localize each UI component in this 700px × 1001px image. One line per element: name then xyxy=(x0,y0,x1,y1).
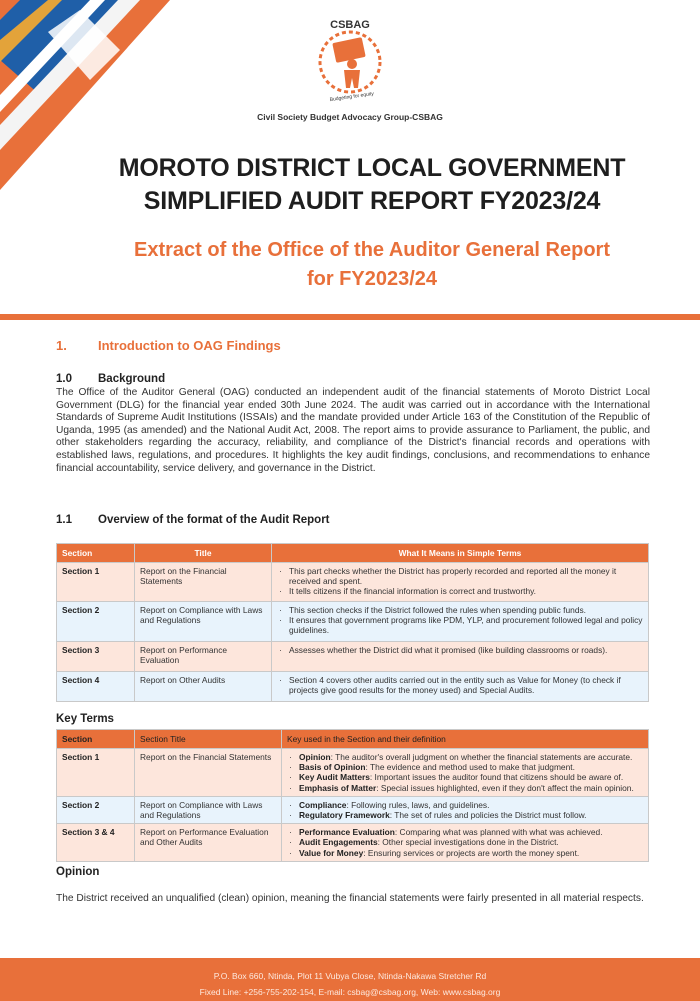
opinion-paragraph: The District received an unqualified (clean) opinion, meaning the financial statements were fairly presented in all material respects. xyxy=(56,893,644,904)
opinion-heading: Opinion xyxy=(56,866,100,878)
term: Basis of Opinion xyxy=(299,762,366,773)
list-item: · It ensures that government programs like PDM, YLP, and procurement followed legal and policy guidelines. xyxy=(277,615,643,635)
column-header: Section xyxy=(57,730,135,749)
row-terms xyxy=(282,824,649,862)
format-table xyxy=(56,543,649,702)
subtitle-line-2: for FY2023/24 xyxy=(306,268,438,290)
row-title: Report on the Financial Statements xyxy=(135,749,282,797)
term: Key Audit Matters xyxy=(299,772,370,783)
report-title xyxy=(0,152,700,218)
column-header: Title xyxy=(135,544,272,563)
list-item: · Assesses whether the District did what it promised (like building classrooms or roads). xyxy=(277,645,643,655)
row-points xyxy=(272,563,649,602)
term-definition: : The evidence and method used to make that judgment. xyxy=(365,762,575,773)
section-number: 1. xyxy=(56,338,67,353)
background-heading xyxy=(56,373,165,385)
list-item xyxy=(287,837,643,847)
term: Performance Evaluation xyxy=(299,827,395,838)
term-definition: : Special issues highlighted, even if they don't affect the main opinion. xyxy=(376,782,634,793)
row-points xyxy=(272,642,649,672)
term-definition: : The set of rules and policies the District must follow. xyxy=(389,810,587,821)
table-row xyxy=(57,602,649,642)
list-item xyxy=(287,800,643,810)
column-header: Key used in the Section and their definition xyxy=(282,730,649,749)
term: Opinion xyxy=(299,752,331,762)
divider-rule xyxy=(0,314,700,320)
key-terms-heading: Key Terms xyxy=(56,713,114,725)
format-title: Overview of the format of the Audit Report xyxy=(98,514,330,526)
subtitle-line-1: Extract of the Office of the Auditor General Report xyxy=(134,239,610,261)
list-item: · This section checks if the District followed the rules when spending public funds. xyxy=(277,605,643,615)
row-terms xyxy=(282,749,649,797)
term-definition: : Comparing what was planned with what was achieved. xyxy=(394,827,603,838)
row-title: Report on Compliance with Laws and Regulations xyxy=(135,796,282,823)
row-title: Report on Compliance with Laws and Regulations xyxy=(135,602,272,642)
term: Emphasis of Matter xyxy=(299,782,377,793)
row-section: Section 2 xyxy=(57,796,135,823)
format-table-header xyxy=(57,544,649,563)
table-row xyxy=(57,642,649,672)
footer-address: P.O. Box 660, Ntinda, Plot 11 Vubya Close, Ntinda-Nakawa Stretcher Rd xyxy=(213,971,487,981)
footer xyxy=(0,958,700,1001)
title-line-1: MOROTO DISTRICT LOCAL GOVERNMENT xyxy=(118,154,626,182)
table-row xyxy=(57,796,649,823)
row-title: Report on Performance Evaluation and Other Audits xyxy=(135,824,282,862)
term: Compliance xyxy=(299,799,347,810)
list-item: · This part checks whether the District has properly recorded and reported all the money it received and spent. xyxy=(277,566,643,586)
row-title: Report on Other Audits xyxy=(135,672,272,702)
row-title: Report on the Financial Statements xyxy=(135,563,272,602)
format-heading xyxy=(56,514,330,526)
background-number: 1.0 xyxy=(56,373,72,385)
list-item: · Section 4 covers other audits carried out in the entity such as Value for Money (to check if projects give good results for the money used) and Special Audits. xyxy=(277,675,643,695)
list-item xyxy=(287,848,643,858)
term-definition: : The auditor's overall judgment on whether the financial statements are accurate. xyxy=(330,752,633,762)
table-row xyxy=(57,749,649,797)
key-terms-table-header xyxy=(57,730,649,749)
table-row xyxy=(57,672,649,702)
key-terms-table xyxy=(56,729,649,862)
term-definition: : Following rules, laws, and guidelines. xyxy=(346,799,490,810)
logo-text: CSBAG xyxy=(330,19,370,31)
column-header: Section xyxy=(57,544,135,563)
row-points xyxy=(272,602,649,642)
row-section: Section 4 xyxy=(57,672,135,702)
term-definition: : Ensuring services or projects are worth the money spent. xyxy=(363,847,580,858)
org-name: Civil Society Budget Advocacy Group-CSBAG xyxy=(257,112,443,122)
row-points xyxy=(272,672,649,702)
list-item xyxy=(287,752,643,762)
list-item xyxy=(287,772,643,782)
row-section: Section 1 xyxy=(57,749,135,797)
format-number: 1.1 xyxy=(56,514,72,526)
term: Value for Money xyxy=(299,847,364,858)
background-title: Background xyxy=(98,373,166,385)
term: Audit Engagements xyxy=(299,837,378,848)
column-header: What It Means in Simple Terms xyxy=(272,544,649,563)
term-definition: : Other special investigations done in the District. xyxy=(377,837,559,848)
table-row xyxy=(57,824,649,862)
list-item: · It tells citizens if the financial information is correct and trustworthy. xyxy=(277,586,643,596)
list-item xyxy=(287,783,643,793)
footer-contacts: Fixed Line: +256-755-202-154, E-mail: csbag@csbag.org, Web: www.csbag.org xyxy=(199,987,501,997)
row-section: Section 3 & 4 xyxy=(57,824,135,862)
section-title: Introduction to OAG Findings xyxy=(98,338,281,353)
list-item xyxy=(287,827,643,837)
column-header: Section Title xyxy=(135,730,282,749)
csbag-logo xyxy=(300,14,400,106)
row-terms xyxy=(282,796,649,823)
title-line-2: SIMPLIFIED AUDIT REPORT FY2023/24 xyxy=(143,187,601,215)
row-section: Section 2 xyxy=(57,602,135,642)
term: Regulatory Framework xyxy=(299,810,390,821)
list-item xyxy=(287,762,643,772)
list-item xyxy=(287,810,643,820)
row-section: Section 3 xyxy=(57,642,135,672)
row-section: Section 1 xyxy=(57,563,135,602)
section-heading xyxy=(56,338,281,353)
term-definition: : Important issues the auditor found that citizens should be aware of. xyxy=(369,772,624,783)
table-row xyxy=(57,563,649,602)
row-title: Report on Performance Evaluation xyxy=(135,642,272,672)
report-subtitle xyxy=(0,236,700,294)
logo-tagline: Budgeting for equity xyxy=(329,90,375,104)
background-paragraph: The Office of the Auditor General (OAG) conducted an independent audit of the financial statements of Moroto District Local Government (DLG) for the financial year ended 30th June 2024. The audit was carried out in accordance with the International Standards of Supreme Audit Institutions (ISSAIs) and the mandate provided under Article 163 of the Constitution of the Republic of Uganda, 1995 (as amended) and the National Audit Act, 2008. The report aims to provide assurance to Parliament, the public, and other stakeholders regarding the accuracy, reliability, and compliance of the District's financial records and operations with established laws, regulations, and procedures. It highlights the key audit findings, conclusions, and recommendations to enhance financial accountability, service delivery, and governance in the District. xyxy=(56,387,650,474)
